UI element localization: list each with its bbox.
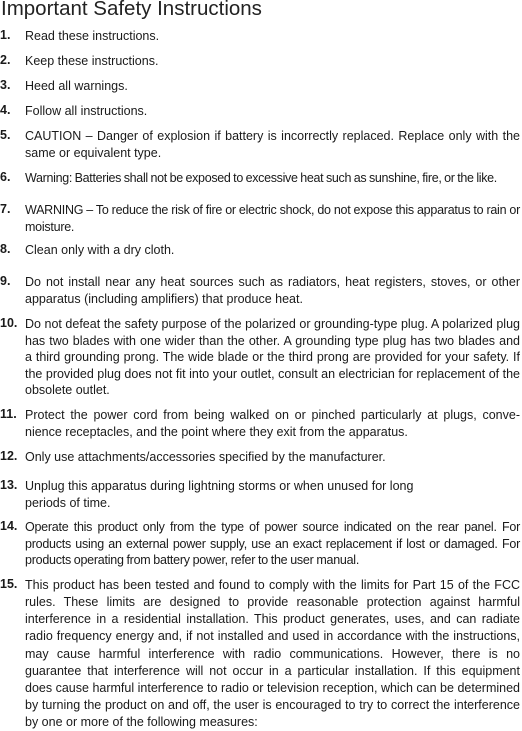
item-text: Keep these instructions. (25, 54, 159, 68)
item-text: Warning: Batteries shall not be exposed to excessive heat such as sunshine, fire, or the like. (25, 171, 497, 185)
item-number: 13. (0, 478, 18, 492)
item-text: This product has been tested and found to comply with the limits for Part 15 of the FCC rules. These limits are designed to provide reasonable protection against harmful interference in a residential installation. This product generates, uses, and can radiate radio frequency energy and, if not installed and used in accordance with the instructions, may cause harmful interference with radio communications. However, there is no guarantee that interference will not occur in a particular installation. If this equipment does cause harmful interference to radio or television reception, which can be determined by turning the product on and off, the user is encouraged to try to correct the interference by one or more of the following measures: (25, 578, 520, 730)
item-number: 15. (0, 577, 18, 591)
item-number: 9. (0, 274, 11, 288)
item-number: 2. (0, 53, 11, 67)
item-number: 8. (0, 242, 11, 256)
item-text: Do not install near any heat sources such as radiators, heat registers, stoves, or other apparatus (including amplifiers) that produce heat. (25, 275, 520, 306)
item-text: CAUTION – Danger of explosion if battery is incorrectly replaced. Replace only with the same or equivalent type. (25, 129, 520, 160)
item-text: Follow all instructions. (25, 104, 148, 118)
item-number: 1. (0, 28, 11, 42)
item-number: 4. (0, 103, 11, 117)
item-number: 5. (0, 128, 11, 142)
item-text: Do not defeat the safety purpose of the polarized or grounding-type plug. A polarized plug has two blades with one wider than the other. A grounding type plug has two blades and a third grounding prong. The wide blade or the third prong are provided for your safety. If the provided plug does not fit into your outlet, consult an electrician for replacement of the obsolete outlet. (25, 317, 520, 398)
item-number: 10. (0, 316, 18, 330)
page-title: Important Safety Instructions (1, 0, 262, 20)
item-text: Only use attachments/accessories specified by the manufacturer. (25, 450, 386, 464)
item-number: 7. (0, 202, 11, 216)
item-number: 6. (0, 170, 11, 184)
item-text: Operate this product only from the type of power source indicated on the rear panel. For products using an external power supply, use an exact replacement if lost or damaged. For products operating from battery power, refer to the user manual. (25, 520, 520, 568)
item-text: Protect the power cord from being walked on or pinched particularly at plugs, convenience receptacles, and the point where they exit from the apparatus. (25, 408, 520, 439)
item-number: 11. (0, 407, 17, 421)
item-text: Unplug this apparatus during lightning storms or when unused for long periods of time. (25, 479, 414, 510)
item-text: Read these instructions. (25, 29, 160, 43)
item-text: WARNING – To reduce the risk of fire or electric shock, do not expose this apparatus to rain or moisture. (25, 203, 520, 234)
item-number: 14. (0, 519, 18, 533)
item-text: Clean only with a dry cloth. (25, 243, 175, 257)
item-text: Heed all warnings. (25, 79, 128, 93)
item-number: 12. (0, 449, 18, 463)
item-number: 3. (0, 78, 11, 92)
